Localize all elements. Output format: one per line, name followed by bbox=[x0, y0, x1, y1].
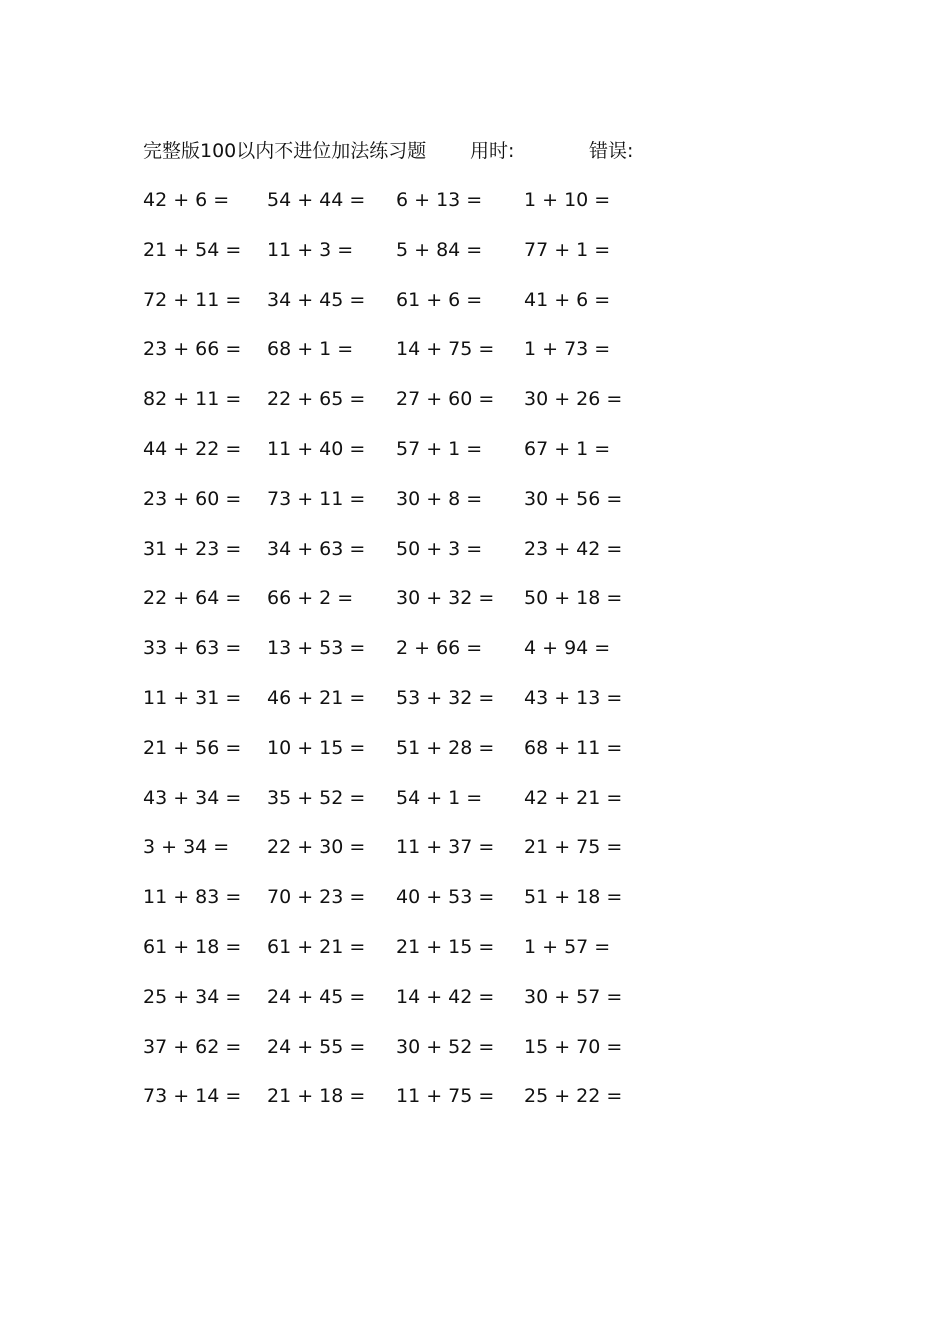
addition-problem: 51 + 18 = bbox=[524, 886, 623, 909]
problem-row bbox=[143, 1033, 663, 1083]
addition-problem: 14 + 42 = bbox=[396, 985, 495, 1008]
addition-problem: 40 + 53 = bbox=[396, 886, 495, 909]
addition-problem: 70 + 23 = bbox=[267, 886, 366, 909]
addition-problem: 44 + 22 = bbox=[143, 437, 242, 460]
problem-row bbox=[143, 236, 663, 286]
addition-problem: 15 + 70 = bbox=[524, 1035, 623, 1058]
addition-problem: 23 + 66 = bbox=[143, 338, 242, 361]
problem-row bbox=[143, 833, 663, 883]
addition-problem: 35 + 52 = bbox=[267, 786, 366, 809]
addition-problem: 72 + 11 = bbox=[143, 288, 242, 311]
addition-problem: 27 + 60 = bbox=[396, 388, 495, 411]
addition-problem: 51 + 28 = bbox=[396, 736, 495, 759]
addition-problem: 21 + 54 = bbox=[143, 238, 242, 261]
problem-row bbox=[143, 634, 663, 684]
addition-problem: 82 + 11 = bbox=[143, 388, 242, 411]
problem-row bbox=[143, 1082, 663, 1132]
addition-problem: 22 + 64 = bbox=[143, 587, 242, 610]
addition-problem: 1 + 10 = bbox=[524, 189, 611, 211]
addition-problem: 24 + 45 = bbox=[267, 985, 366, 1008]
problem-grid bbox=[143, 186, 663, 1132]
addition-problem: 54 + 1 = bbox=[396, 786, 483, 809]
errors-label: 错误: bbox=[589, 140, 634, 162]
addition-problem: 46 + 21 = bbox=[267, 686, 366, 709]
addition-problem: 14 + 75 = bbox=[396, 338, 495, 361]
addition-problem: 30 + 57 = bbox=[524, 985, 623, 1008]
addition-problem: 57 + 1 = bbox=[396, 437, 483, 460]
addition-problem: 30 + 32 = bbox=[396, 587, 495, 610]
addition-problem: 77 + 1 = bbox=[524, 238, 611, 261]
problem-row bbox=[143, 734, 663, 784]
addition-problem: 3 + 34 = bbox=[143, 836, 230, 859]
addition-problem: 6 + 13 = bbox=[396, 189, 483, 211]
addition-problem: 61 + 21 = bbox=[267, 935, 366, 958]
addition-problem: 30 + 8 = bbox=[396, 487, 483, 510]
addition-problem: 61 + 6 = bbox=[396, 288, 483, 311]
addition-problem: 23 + 42 = bbox=[524, 537, 623, 560]
addition-problem: 2 + 66 = bbox=[396, 637, 483, 660]
worksheet-title: 完整版100以内不进位加法练习题 bbox=[143, 140, 427, 162]
problem-row bbox=[143, 684, 663, 734]
addition-problem: 25 + 34 = bbox=[143, 985, 242, 1008]
addition-problem: 22 + 65 = bbox=[267, 388, 366, 411]
addition-problem: 37 + 62 = bbox=[143, 1035, 242, 1058]
addition-problem: 21 + 15 = bbox=[396, 935, 495, 958]
addition-problem: 31 + 23 = bbox=[143, 537, 242, 560]
addition-problem: 21 + 75 = bbox=[524, 836, 623, 859]
addition-problem: 34 + 45 = bbox=[267, 288, 366, 311]
addition-problem: 11 + 83 = bbox=[143, 886, 242, 909]
problem-row bbox=[143, 933, 663, 983]
addition-problem: 43 + 34 = bbox=[143, 786, 242, 809]
time-label: 用时: bbox=[470, 140, 515, 162]
addition-problem: 22 + 30 = bbox=[267, 836, 366, 859]
addition-problem: 11 + 31 = bbox=[143, 686, 242, 709]
addition-problem: 11 + 40 = bbox=[267, 437, 366, 460]
problem-row bbox=[143, 584, 663, 634]
problem-row bbox=[143, 535, 663, 585]
addition-problem: 66 + 2 = bbox=[267, 587, 354, 610]
problem-row bbox=[143, 784, 663, 834]
addition-problem: 5 + 84 = bbox=[396, 238, 483, 261]
addition-problem: 1 + 57 = bbox=[524, 935, 611, 958]
addition-problem: 34 + 63 = bbox=[267, 537, 366, 560]
addition-problem: 41 + 6 = bbox=[524, 288, 611, 311]
addition-problem: 30 + 26 = bbox=[524, 388, 623, 411]
addition-problem: 33 + 63 = bbox=[143, 637, 242, 660]
problem-row bbox=[143, 983, 663, 1033]
problem-row bbox=[143, 385, 663, 435]
addition-problem: 42 + 21 = bbox=[524, 786, 623, 809]
addition-problem: 54 + 44 = bbox=[267, 189, 366, 211]
problem-row bbox=[143, 335, 663, 385]
addition-problem: 73 + 11 = bbox=[267, 487, 366, 510]
problem-row bbox=[143, 186, 663, 236]
problem-row bbox=[143, 883, 663, 933]
addition-problem: 4 + 94 = bbox=[524, 637, 611, 660]
addition-problem: 21 + 18 = bbox=[267, 1085, 366, 1108]
addition-problem: 13 + 53 = bbox=[267, 637, 366, 660]
addition-problem: 43 + 13 = bbox=[524, 686, 623, 709]
addition-problem: 11 + 37 = bbox=[396, 836, 495, 859]
addition-problem: 10 + 15 = bbox=[267, 736, 366, 759]
addition-problem: 1 + 73 = bbox=[524, 338, 611, 361]
addition-problem: 68 + 1 = bbox=[267, 338, 354, 361]
addition-problem: 68 + 11 = bbox=[524, 736, 623, 759]
addition-problem: 11 + 75 = bbox=[396, 1085, 495, 1108]
problem-row bbox=[143, 286, 663, 336]
addition-problem: 30 + 56 = bbox=[524, 487, 623, 510]
addition-problem: 61 + 18 = bbox=[143, 935, 242, 958]
addition-problem: 50 + 3 = bbox=[396, 537, 483, 560]
addition-problem: 25 + 22 = bbox=[524, 1085, 623, 1108]
problem-row bbox=[143, 435, 663, 485]
addition-problem: 42 + 6 = bbox=[143, 189, 230, 211]
addition-problem: 11 + 3 = bbox=[267, 238, 354, 261]
problem-row bbox=[143, 485, 663, 535]
addition-problem: 30 + 52 = bbox=[396, 1035, 495, 1058]
addition-problem: 53 + 32 = bbox=[396, 686, 495, 709]
addition-problem: 50 + 18 = bbox=[524, 587, 623, 610]
addition-problem: 24 + 55 = bbox=[267, 1035, 366, 1058]
addition-problem: 73 + 14 = bbox=[143, 1085, 242, 1108]
addition-problem: 67 + 1 = bbox=[524, 437, 611, 460]
addition-problem: 23 + 60 = bbox=[143, 487, 242, 510]
addition-problem: 21 + 56 = bbox=[143, 736, 242, 759]
